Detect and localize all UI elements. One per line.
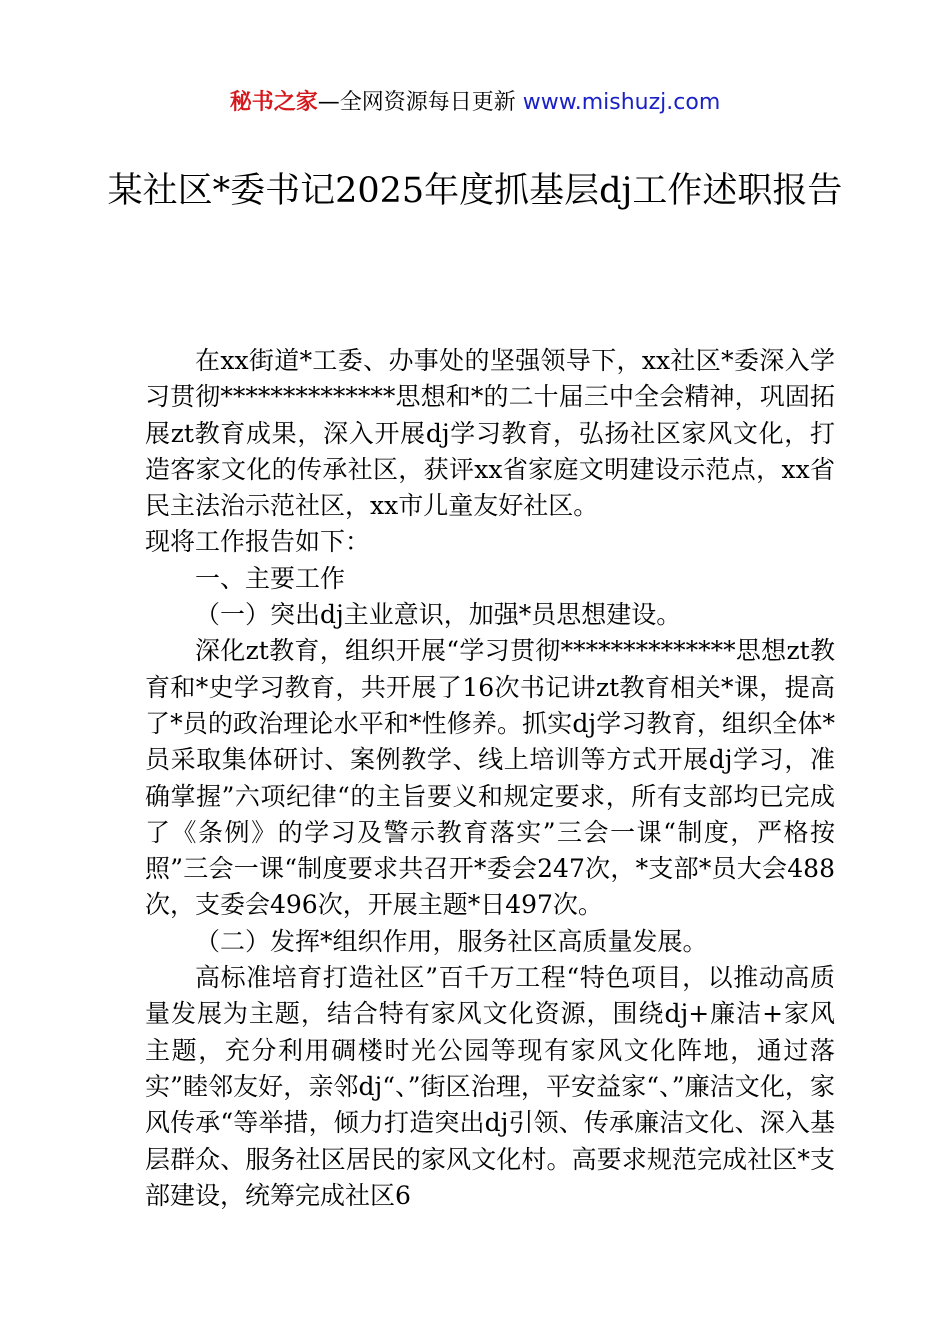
body-paragraph: 深化zt教育，组织开展“学习贯彻**************思想zt教育和*史学习教育，共开展了16次书记讲zt教育相关*课，提高了*员的政治理论水平和*性修养。抓实dj学习教育，组织全体*员采取集体研讨、案例教学、线上培训等方式开展dj学习，准确掌握”六项纪律“的主旨要义和规定要求，所有支部均已完成了《条例》的学习及警示教育落实”三会一课“制度，严格按照”三会一课“制度要求共召开*委会247次，*支部*员大会488次，支委会496次，开展主题*日497次。 — [145, 636, 835, 920]
intro-paragraph: 在xx街道*工委、办事处的坚强领导下，xx社区*委深入学习贯彻**************思想和*的二十届三中全会精神，巩固拓展zt教育成果，深入开展dj学习教育，弘扬社区家风文化，打造客家文化的传承社区，获评xx省家庭文明建设示范点，xx省民主法治示范社区，xx市儿童友好社区。 — [145, 346, 835, 521]
document-title: 某社区*委书记2025年度抓基层dj工作述职报告 — [107, 171, 843, 211]
site-header — [0, 86, 950, 120]
document-body — [145, 343, 835, 1214]
body-paragraph: 高标准培育打造社区”百千万工程“特色项目，以推动高质量发展为主题，结合特有家风文化资源，围绕dj+廉洁+家风主题，充分利用碉楼时光公园等现有家风文化阵地，通过落实”睦邻友好，亲邻dj“、”街区治理，平安益家“、”廉洁文化，家风传承“等举措，倾力打造突出dj引领、传承廉洁文化、深入基层群众、服务社区居民的家风文化村。高要求规范完成社区*支部建设，统筹完成社区6 — [145, 963, 835, 1210]
brand-name: 秘书之家 — [229, 90, 318, 115]
subsection-heading: （一）突出dj主业意识，加强*员思想建设。 — [195, 600, 682, 630]
header-tagline: —全网资源每日更新 — [317, 90, 523, 115]
section-heading: 一、主要工作 — [195, 563, 346, 593]
report-lead-in: 现将工作报告如下： — [145, 527, 371, 557]
subsection-heading: （二）发挥*组织作用，服务社区高质量发展。 — [195, 926, 708, 956]
site-url-link[interactable]: www.mishuzj.com — [522, 90, 721, 115]
